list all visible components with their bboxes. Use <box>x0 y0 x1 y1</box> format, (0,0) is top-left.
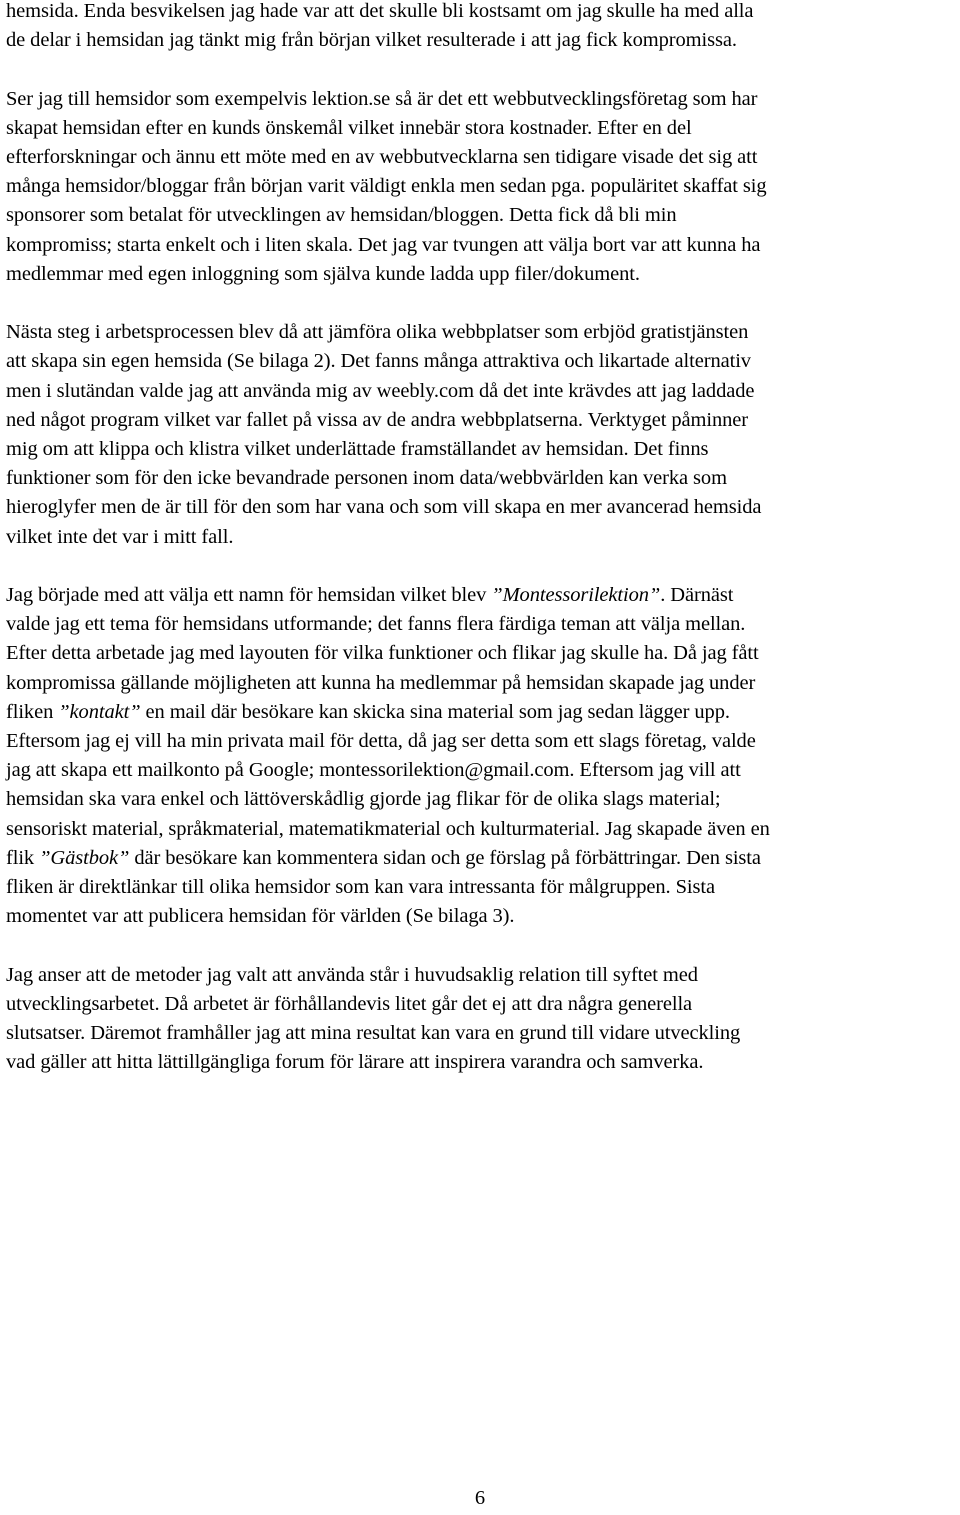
text-line: sensoriskt material, språkmaterial, matematikmaterial och kulturmaterial. Jag skapade även en <box>6 817 770 840</box>
text-line: hemsida. Enda besvikelsen jag hade var att det skulle bli kostsamt om jag skulle ha med alla <box>6 0 754 22</box>
text-line: funktioner som för den icke bevandrade personen inom data/webbvärlden kan verka som <box>6 467 727 490</box>
text-segment: där besökare kan kommentera sidan och ge förslag på förbättringar. Den sista <box>129 846 761 869</box>
text-segment: en mail där besökare kan skicka sina material som jag sedan lägger upp. <box>140 700 730 723</box>
text-line: sponsorer som betalat för utvecklingen av hemsidan/bloggen. Detta fick då bli min <box>6 204 677 227</box>
text-line: Jag anser att de metoder jag valt att använda står i huvudsaklig relation till syftet med <box>6 963 698 986</box>
paragraph <box>6 961 958 1078</box>
page-number: 6 <box>474 1487 486 1509</box>
text-line: de delar i hemsidan jag tänkt mig från början vilket resulterade i att jag fick kompromissa. <box>6 29 737 52</box>
text-line: utvecklingsarbetet. Då arbetet är förhållandevis litet går det ej att dra några generella <box>6 992 693 1015</box>
text-line <box>6 581 958 610</box>
paragraph <box>6 85 958 289</box>
text-line: kompromissa gällande möjligheten att kunna ha medlemmar på hemsidan skapade jag under <box>6 671 756 694</box>
text-line: momentet var att publicera hemsidan för världen (Se bilaga 3). <box>6 905 515 928</box>
text-line: kompromiss; starta enkelt och i liten skala. Det jag var tvungen att välja bort var att kunna ha <box>6 233 761 256</box>
text-line: Efter detta arbetade jag med layouten för vilka funktioner och flikar jag skulle ha. Då jag fått <box>6 642 759 665</box>
paragraph <box>6 581 958 931</box>
emphasized-term: ”Montessorilektion” <box>491 584 661 607</box>
text-line <box>6 698 958 727</box>
text-line: efterforskningar och ännu ett möte med en av webbutvecklarna sen tidigare visade det sig att <box>6 146 758 168</box>
text-line: hieroglyfer men de är till för den som har vana och som vill skapa en mer avancerad hemsida <box>6 496 762 519</box>
text-line: valde jag ett tema för hemsidans utformande; det fanns flera färdiga teman att välja mellan. <box>6 613 746 636</box>
text-line: slutsatser. Däremot framhåller jag att mina resultat kan vara en grund till vidare utveckling <box>6 1022 741 1045</box>
paragraph <box>6 0 958 55</box>
text-line: vilket inte det var i mitt fall. <box>6 525 234 548</box>
text-line: vad gäller att hitta lättillgängliga forum för lärare att inspirera varandra och samverka. <box>6 1051 704 1074</box>
text-segment: flik <box>6 846 40 869</box>
text-line: Ser jag till hemsidor som exempelvis lektion.se så är det ett webbutvecklingsföretag som har <box>6 87 758 110</box>
text-line: ned något program vilket var fallet på vissa av de andra webbplatserna. Verktyget påminner <box>6 408 749 431</box>
text-line: medlemmar med egen inloggning som själva kunde ladda upp filer/dokument. <box>6 262 640 285</box>
paragraph <box>6 318 958 552</box>
text-line: jag att skapa ett mailkonto på Google; montessorilektion@gmail.com. Eftersom jag vill att <box>6 759 741 782</box>
text-segment: Jag började med att välja ett namn för hemsidan vilket blev <box>6 584 492 607</box>
text-line <box>6 844 958 873</box>
emphasized-term: ”Gästbok” <box>39 846 130 869</box>
text-line: fliken är direktlänkar till olika hemsidor som kan vara intressanta för målgruppen. Sista <box>6 876 715 899</box>
body-text <box>6 0 958 1107</box>
text-segment: fliken <box>6 700 59 723</box>
text-line: att skapa sin egen hemsida (Se bilaga 2). Det fanns många attraktiva och likartade alternativ <box>6 350 751 373</box>
text-line: hemsidan ska vara enkel och lättöverskådlig gjorde jag flikar för de olika slags material; <box>6 788 721 811</box>
text-line: men i slutändan valde jag att använda mig av weebly.com då det inte krävdes att jag laddade <box>6 379 755 402</box>
emphasized-term: ”kontakt” <box>58 700 141 723</box>
text-line: mig om att klippa och klistra vilket underlättade framställandet av hemsidan. Det finns <box>6 438 709 461</box>
text-line: Eftersom jag ej vill ha min privata mail för detta, då jag ser detta som ett slags företag, valde <box>6 730 756 753</box>
text-line: många hemsidor/bloggar från början varit väldigt enkla men sedan pga. populäritet skaffat sig <box>6 175 767 198</box>
text-segment: . Därnäst <box>660 584 734 607</box>
text-line: Nästa steg i arbetsprocessen blev då att jämföra olika webbplatser som erbjöd gratistjänsten <box>6 321 749 344</box>
text-line: skapat hemsidan efter en kunds önskemål vilket innebär stora kostnader. Efter en del <box>6 116 692 139</box>
